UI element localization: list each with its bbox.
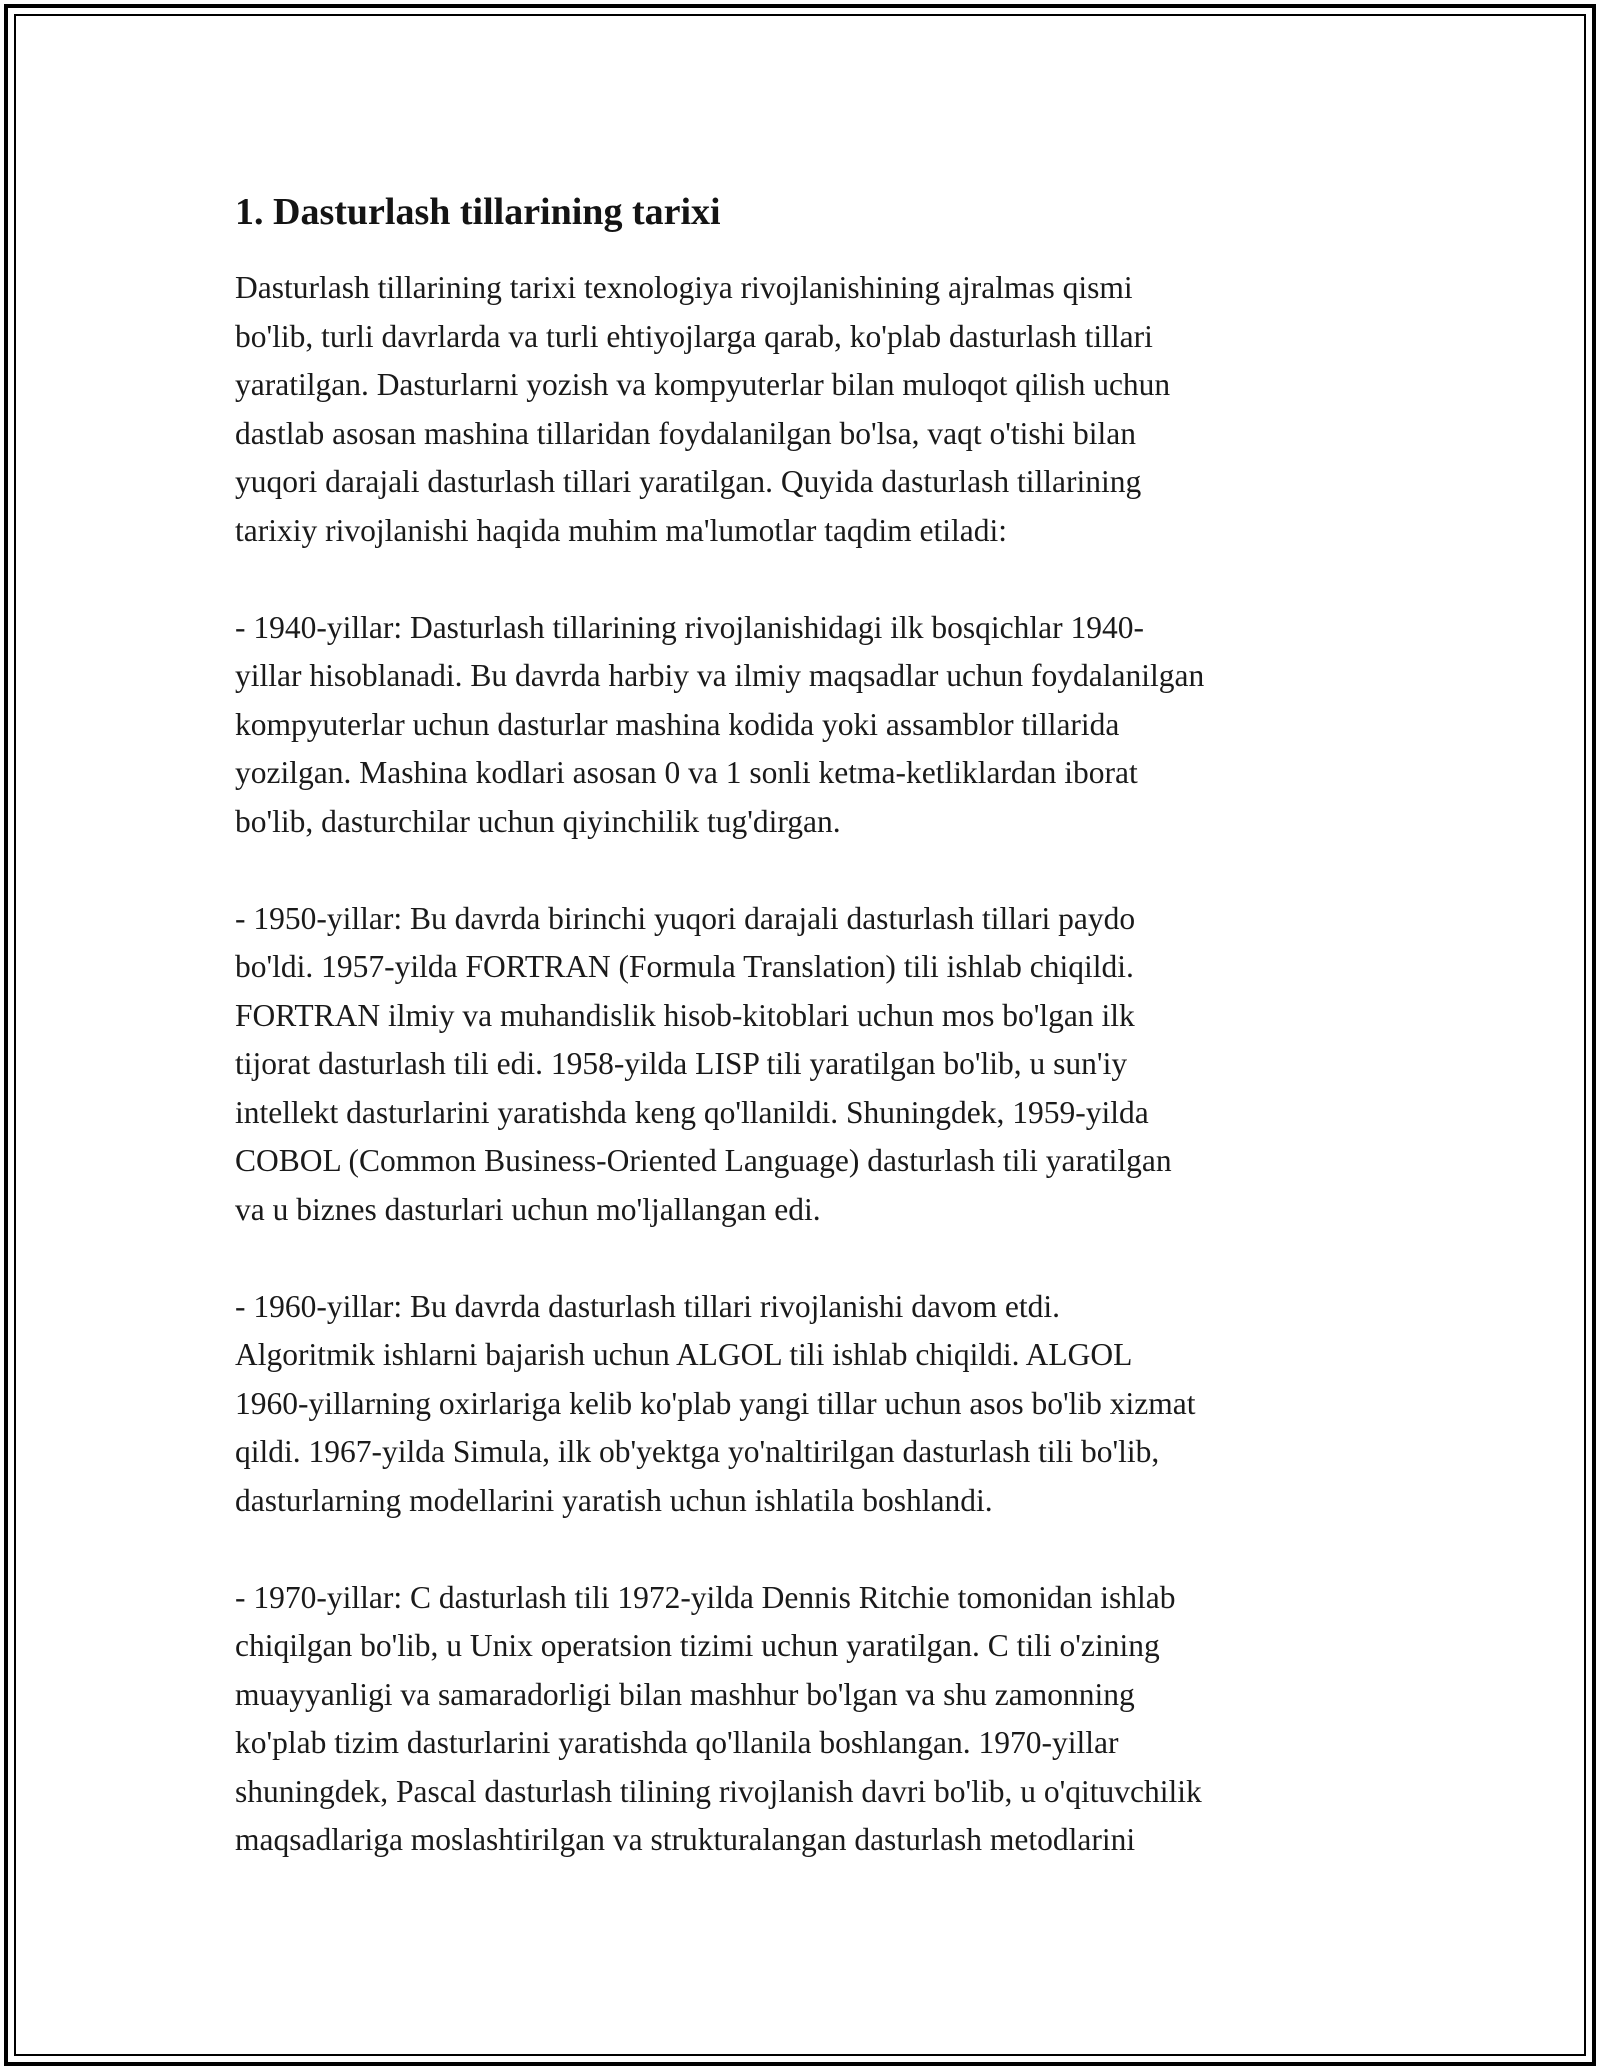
text-line: dasturlarning modellarini yaratish uchun ishlatila boshlandi. (235, 1482, 993, 1518)
text-line: yaratilgan. Dasturlarni yozish va kompyuterlar bilan muloqot qilish uchun (235, 367, 1171, 402)
text-line: FORTRAN ilmiy va muhandislik hisob-kitoblari uchun mos bo'lgan ilk (235, 997, 1135, 1033)
text-line: - 1940-yillar: Dasturlash tillarining rivojlanishidagi ilk bosqichlar 1940- (235, 609, 1144, 645)
paragraph-1940s (235, 604, 1385, 847)
text-line: dastlab asosan mashina tillaridan foydalanilgan bo'lsa, vaqt o'tishi bilan (235, 415, 1137, 451)
text-line: - 1970-yillar: C dasturlash tili 1972-yilda Dennis Ritchie tomonidan ishlab (235, 1579, 1176, 1615)
text-line: bo'ldi. 1957-yilda FORTRAN (Formula Translation) tili ishlab chiqildi. (235, 949, 1134, 984)
text-line: kompyuterlar uchun dasturlar mashina kodida yoki assamblor tillarida (235, 706, 1120, 742)
text-line: COBOL (Common Business-Oriented Language) dasturlash tili yaratilgan (235, 1143, 1172, 1178)
text-line: yillar hisoblanadi. Bu davrda harbiy va ilmiy maqsadlar uchun foydalanilgan (235, 658, 1205, 693)
text-line: maqsadlariga moslashtirilgan va strukturalangan dasturlash metodlarini (235, 1822, 1136, 1857)
text-line: muayyanligi va samaradorligi bilan mashhur bo'lgan va shu zamonning (235, 1676, 1135, 1712)
text-line: - 1950-yillar: Bu davrda birinchi yuqori darajali dasturlash tillari paydo (235, 900, 1136, 936)
text-line: - 1960-yillar: Bu davrda dasturlash tillari rivojlanishi davom etdi. (235, 1288, 1060, 1324)
text-line: 1960-yillarning oxirlariga kelib ko'plab yangi tillar uchun asos bo'lib xizmat (235, 1385, 1196, 1421)
text-line: bo'lib, dasturchilar uchun qiyinchilik tug'dirgan. (235, 803, 841, 839)
paragraph-intro (235, 264, 1385, 555)
text-line: yozilgan. Mashina kodlari asosan 0 va 1 sonli ketma-ketliklardan iborat (235, 755, 1138, 790)
paragraph-1950s (235, 895, 1385, 1235)
text-line: ko'plab tizim dasturlarini yaratishda qo'llanila boshlangan. 1970-yillar (235, 1725, 1119, 1760)
paragraph-1960s (235, 1283, 1385, 1526)
text-line: va u biznes dasturlari uchun mo'ljallangan edi. (235, 1191, 821, 1227)
text-line: intellekt dasturlarini yaratishda keng qo'llanildi. Shuningdek, 1959-yilda (235, 1094, 1149, 1130)
text-line: tijorat dasturlash tili edi. 1958-yilda LISP tili yaratilgan bo'lib, u sun'iy (235, 1046, 1128, 1081)
text-line: shuningdek, Pascal dasturlash tilining rivojlanish davri bo'lib, u o'qituvchilik (235, 1773, 1202, 1809)
document-body (235, 186, 1385, 1913)
text-line: Algoritmik ishlarni bajarish uchun ALGOL tili ishlab chiqildi. ALGOL (235, 1337, 1133, 1372)
text-line: tarixiy rivojlanishi haqida muhim ma'lumotlar taqdim etiladi: (235, 512, 1008, 548)
paragraph-1970s (235, 1574, 1385, 1865)
text-line: chiqilgan bo'lib, u Unix operatsion tizimi uchun yaratilgan. C tili o'zining (235, 1628, 1160, 1663)
text-line: Dasturlash tillarining tarixi texnologiya rivojlanishining ajralmas qismi (235, 270, 1133, 305)
text-line: qildi. 1967-yilda Simula, ilk ob'yektga yo'naltirilgan dasturlash tili bo'lib, (235, 1434, 1160, 1469)
text-line: yuqori darajali dasturlash tillari yaratilgan. Quyida dasturlash tillarining (235, 464, 1142, 499)
text-line: bo'lib, turli davrlarda va turli ehtiyojlarga qarab, ko'plab dasturlash tillari (235, 318, 1153, 354)
section-heading: 1. Dasturlash tillarining tarixi (235, 191, 721, 233)
